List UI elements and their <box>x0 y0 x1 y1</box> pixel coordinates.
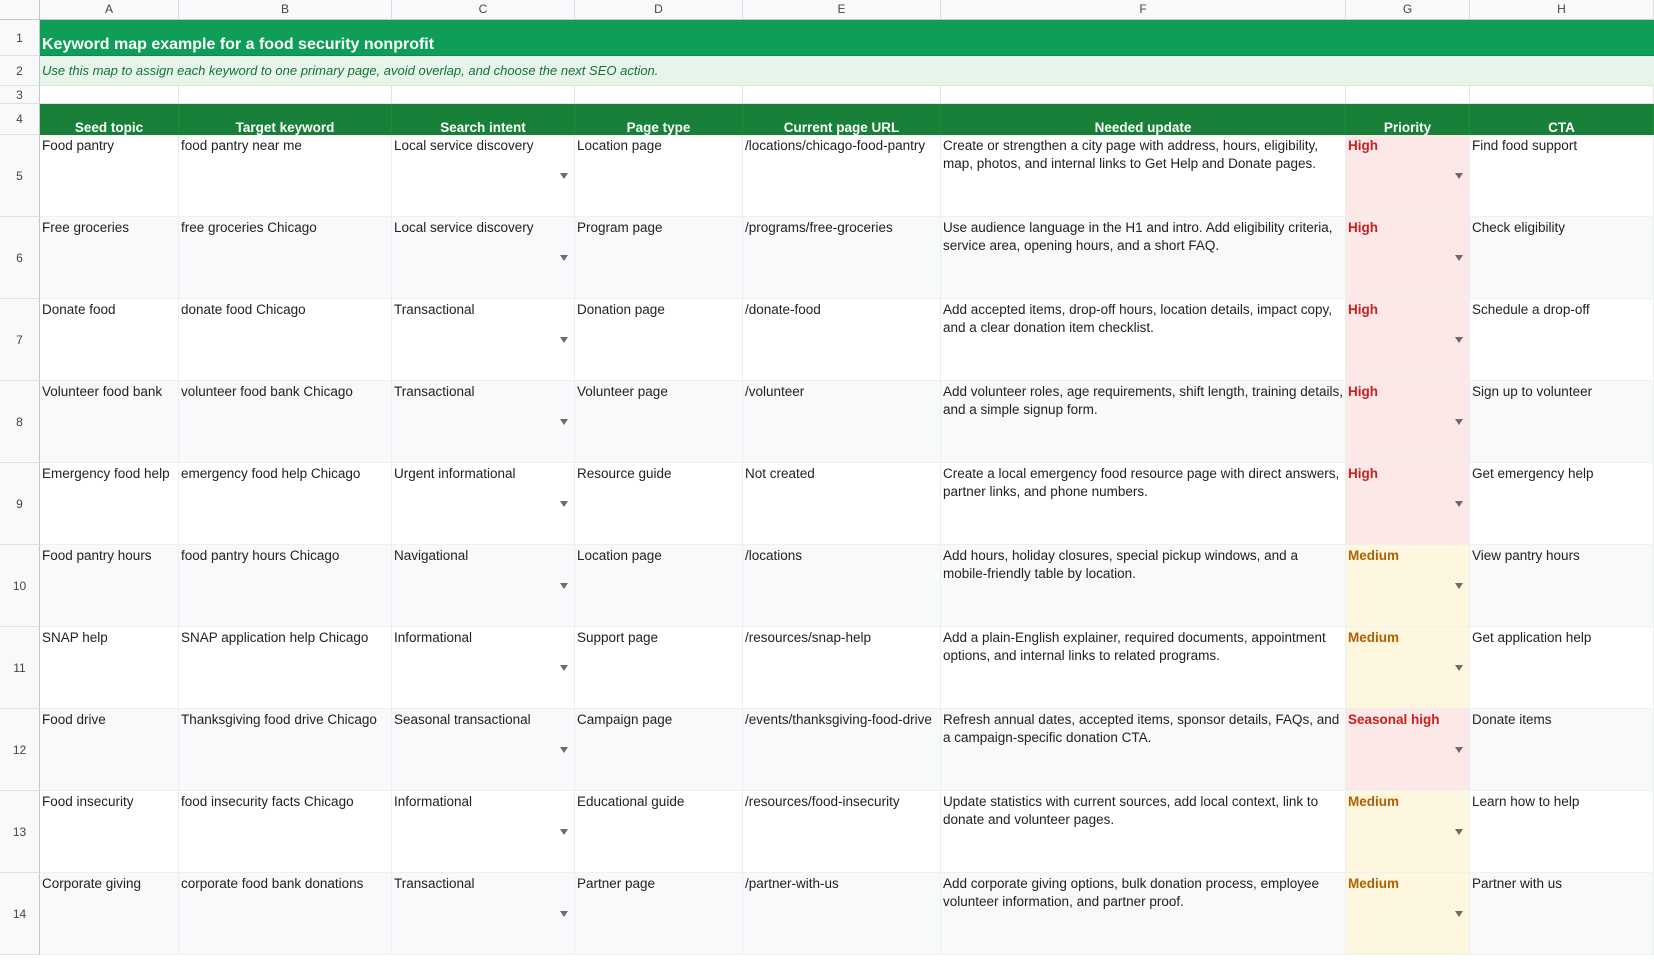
row-3 <box>0 86 1654 104</box>
priority-value: Seasonal high <box>1348 712 1440 727</box>
priority-value: High <box>1348 138 1378 153</box>
dropdown-caret-icon[interactable] <box>1455 255 1463 261</box>
current-url-cell[interactable]: /resources/food-insecurity <box>743 791 941 873</box>
target-keyword-cell[interactable]: free groceries Chicago <box>179 217 392 299</box>
priority-value: Medium <box>1348 876 1400 891</box>
table-row <box>0 709 1654 791</box>
search-intent-value: Urgent informational <box>394 466 516 481</box>
header-target-keyword[interactable]: Target keyword <box>179 104 392 135</box>
table-row <box>0 545 1654 627</box>
empty-cell[interactable] <box>392 86 575 104</box>
dropdown-caret-icon[interactable] <box>560 747 568 753</box>
table-row <box>0 873 1654 955</box>
row-number[interactable]: 2 <box>0 56 40 86</box>
search-intent-dropdown[interactable] <box>392 217 575 299</box>
priority-dropdown[interactable] <box>1346 873 1470 955</box>
search-intent-value: Seasonal transactional <box>394 712 531 727</box>
page-type-cell[interactable]: Location page <box>575 135 743 217</box>
header-needed-update[interactable]: Needed update <box>941 104 1346 135</box>
table-row <box>0 627 1654 709</box>
priority-dropdown[interactable] <box>1346 463 1470 545</box>
seed-topic-cell[interactable]: Food drive <box>40 709 179 791</box>
seed-topic-cell[interactable]: Free groceries <box>40 217 179 299</box>
dropdown-caret-icon[interactable] <box>560 501 568 507</box>
page-type-cell[interactable]: Location page <box>575 545 743 627</box>
table-row <box>0 299 1654 381</box>
empty-cell[interactable] <box>40 86 179 104</box>
table-row <box>0 135 1654 217</box>
empty-cell[interactable] <box>1346 86 1470 104</box>
priority-value: High <box>1348 466 1378 481</box>
table-row <box>0 463 1654 545</box>
target-keyword-cell[interactable]: emergency food help Chicago <box>179 463 392 545</box>
column-header-b[interactable]: B <box>179 0 392 19</box>
target-keyword-cell[interactable]: food pantry hours Chicago <box>179 545 392 627</box>
search-intent-dropdown[interactable] <box>392 545 575 627</box>
priority-dropdown[interactable] <box>1346 299 1470 381</box>
empty-cell[interactable] <box>1470 86 1654 104</box>
dropdown-caret-icon[interactable] <box>1455 911 1463 917</box>
page-type-cell[interactable]: Campaign page <box>575 709 743 791</box>
dropdown-caret-icon[interactable] <box>1455 829 1463 835</box>
current-url-cell[interactable]: /partner-with-us <box>743 873 941 955</box>
page-type-cell[interactable]: Donation page <box>575 299 743 381</box>
row-number[interactable]: 12 <box>0 709 40 791</box>
empty-cell[interactable] <box>743 86 941 104</box>
search-intent-value: Informational <box>394 630 473 645</box>
current-url-cell[interactable]: /events/thanksgiving-food-drive <box>743 709 941 791</box>
search-intent-dropdown[interactable] <box>392 791 575 873</box>
column-header-g[interactable]: G <box>1346 0 1470 19</box>
dropdown-caret-icon[interactable] <box>560 829 568 835</box>
page-type-cell[interactable]: Educational guide <box>575 791 743 873</box>
search-intent-dropdown[interactable] <box>392 299 575 381</box>
sheet-subtitle[interactable]: Use this map to assign each keyword to one primary page, avoid overlap, and choose the next SEO action. <box>40 56 1654 86</box>
cta-cell[interactable]: Sign up to volunteer <box>1470 381 1654 463</box>
dropdown-caret-icon[interactable] <box>1455 337 1463 343</box>
current-url-cell[interactable]: /resources/snap-help <box>743 627 941 709</box>
dropdown-caret-icon[interactable] <box>560 419 568 425</box>
search-intent-value: Transactional <box>394 302 475 317</box>
table-header-row <box>0 104 1654 135</box>
row-number[interactable]: 9 <box>0 463 40 545</box>
search-intent-dropdown[interactable] <box>392 709 575 791</box>
cta-cell[interactable]: Get application help <box>1470 627 1654 709</box>
search-intent-dropdown[interactable] <box>392 627 575 709</box>
row-number[interactable]: 7 <box>0 299 40 381</box>
target-keyword-cell[interactable]: food insecurity facts Chicago <box>179 791 392 873</box>
needed-update-cell[interactable]: Create or strengthen a city page with address, hours, eligibility, map, photos, and internal links to Get Help and Donate pages. <box>941 135 1346 217</box>
row-number[interactable]: 5 <box>0 135 40 217</box>
row-number[interactable]: 13 <box>0 791 40 873</box>
target-keyword-cell[interactable]: corporate food bank donations <box>179 873 392 955</box>
row-number[interactable]: 8 <box>0 381 40 463</box>
row-number[interactable]: 4 <box>0 104 40 135</box>
column-header-c[interactable]: C <box>392 0 575 19</box>
column-header-h[interactable]: H <box>1470 0 1654 19</box>
current-url-cell[interactable]: /locations/chicago-food-pantry <box>743 135 941 217</box>
page-type-cell[interactable]: Program page <box>575 217 743 299</box>
search-intent-value: Local service discovery <box>394 138 534 153</box>
page-type-cell[interactable]: Volunteer page <box>575 381 743 463</box>
seed-topic-cell[interactable]: Corporate giving <box>40 873 179 955</box>
priority-dropdown[interactable] <box>1346 135 1470 217</box>
cta-cell[interactable]: Learn how to help <box>1470 791 1654 873</box>
cta-cell[interactable]: Schedule a drop-off <box>1470 299 1654 381</box>
priority-value: High <box>1348 220 1378 235</box>
dropdown-caret-icon[interactable] <box>560 665 568 671</box>
target-keyword-cell[interactable]: SNAP application help Chicago <box>179 627 392 709</box>
empty-cell[interactable] <box>179 86 392 104</box>
header-seed-topic[interactable]: Seed topic <box>40 104 179 135</box>
empty-cell[interactable] <box>575 86 743 104</box>
needed-update-cell[interactable]: Add hours, holiday closures, special pickup windows, and a mobile-friendly table by location. <box>941 545 1346 627</box>
dropdown-caret-icon[interactable] <box>560 173 568 179</box>
cta-cell[interactable]: Partner with us <box>1470 873 1654 955</box>
page-type-cell[interactable]: Resource guide <box>575 463 743 545</box>
seed-topic-cell[interactable]: Food pantry hours <box>40 545 179 627</box>
table-row <box>0 791 1654 873</box>
dropdown-caret-icon[interactable] <box>560 583 568 589</box>
search-intent-dropdown[interactable] <box>392 463 575 545</box>
search-intent-dropdown[interactable] <box>392 873 575 955</box>
table-row <box>0 381 1654 463</box>
header-cta[interactable]: CTA <box>1470 104 1654 135</box>
header-priority[interactable]: Priority <box>1346 104 1470 135</box>
needed-update-cell[interactable]: Create a local emergency food resource page with direct answers, partner links, and phone numbers. <box>941 463 1346 545</box>
search-intent-value: Navigational <box>394 548 469 563</box>
column-header-a[interactable]: A <box>40 0 179 19</box>
column-header-d[interactable]: D <box>575 0 743 19</box>
target-keyword-cell[interactable]: food pantry near me <box>179 135 392 217</box>
current-url-cell[interactable]: /locations <box>743 545 941 627</box>
priority-value: Medium <box>1348 548 1400 563</box>
page-type-cell[interactable]: Partner page <box>575 873 743 955</box>
needed-update-cell[interactable]: Add accepted items, drop-off hours, location details, impact copy, and a clear donation item checklist. <box>941 299 1346 381</box>
column-header-bar <box>0 0 1654 20</box>
column-header-f[interactable]: F <box>941 0 1346 19</box>
seed-topic-cell[interactable]: Emergency food help <box>40 463 179 545</box>
row-number[interactable]: 6 <box>0 217 40 299</box>
cta-cell[interactable]: Get emergency help <box>1470 463 1654 545</box>
seed-topic-cell[interactable]: Donate food <box>40 299 179 381</box>
priority-value: High <box>1348 302 1378 317</box>
empty-cell[interactable] <box>941 86 1346 104</box>
priority-dropdown[interactable] <box>1346 545 1470 627</box>
priority-value: Medium <box>1348 630 1400 645</box>
search-intent-value: Informational <box>394 794 473 809</box>
header-page-type[interactable]: Page type <box>575 104 743 135</box>
seed-topic-cell[interactable]: Food pantry <box>40 135 179 217</box>
current-url-cell[interactable]: /donate-food <box>743 299 941 381</box>
table-row <box>0 217 1654 299</box>
cta-cell[interactable]: Find food support <box>1470 135 1654 217</box>
search-intent-dropdown[interactable] <box>392 381 575 463</box>
needed-update-cell[interactable]: Use audience language in the H1 and intro. Add eligibility criteria, service area, opening hours, and a short FAQ. <box>941 217 1346 299</box>
row-number[interactable]: 3 <box>0 86 40 104</box>
current-url-cell[interactable]: /volunteer <box>743 381 941 463</box>
dropdown-caret-icon[interactable] <box>1455 583 1463 589</box>
column-header-e[interactable]: E <box>743 0 941 19</box>
search-intent-value: Transactional <box>394 876 475 891</box>
row-2 <box>0 56 1654 86</box>
needed-update-cell[interactable]: Add volunteer roles, age requirements, shift length, training details, and a simple signup form. <box>941 381 1346 463</box>
needed-update-cell[interactable]: Add a plain-English explainer, required documents, appointment options, and internal links to related programs. <box>941 627 1346 709</box>
seed-topic-cell[interactable]: Volunteer food bank <box>40 381 179 463</box>
dropdown-caret-icon[interactable] <box>1455 501 1463 507</box>
cta-cell[interactable]: Donate items <box>1470 709 1654 791</box>
row-1 <box>0 20 1654 56</box>
needed-update-cell[interactable]: Add corporate giving options, bulk donation process, employee volunteer information, and partner proof. <box>941 873 1346 955</box>
priority-dropdown[interactable] <box>1346 791 1470 873</box>
row-number[interactable]: 11 <box>0 627 40 709</box>
needed-update-cell[interactable]: Update statistics with current sources, add local context, link to donate and volunteer pages. <box>941 791 1346 873</box>
priority-dropdown[interactable] <box>1346 709 1470 791</box>
current-url-cell[interactable]: /programs/free-groceries <box>743 217 941 299</box>
row-number[interactable]: 1 <box>0 20 40 56</box>
needed-update-cell[interactable]: Refresh annual dates, accepted items, sponsor details, FAQs, and a campaign-specific donation CTA. <box>941 709 1346 791</box>
row-number[interactable]: 14 <box>0 873 40 955</box>
dropdown-caret-icon[interactable] <box>560 911 568 917</box>
priority-dropdown[interactable] <box>1346 217 1470 299</box>
target-keyword-cell[interactable]: donate food Chicago <box>179 299 392 381</box>
page-type-cell[interactable]: Support page <box>575 627 743 709</box>
dropdown-caret-icon[interactable] <box>1455 747 1463 753</box>
seed-topic-cell[interactable]: SNAP help <box>40 627 179 709</box>
dropdown-caret-icon[interactable] <box>1455 173 1463 179</box>
cta-cell[interactable]: Check eligibility <box>1470 217 1654 299</box>
current-url-cell[interactable]: Not created <box>743 463 941 545</box>
seed-topic-cell[interactable]: Food insecurity <box>40 791 179 873</box>
select-all-corner[interactable] <box>0 0 40 19</box>
row-number[interactable]: 10 <box>0 545 40 627</box>
sheet-title[interactable]: Keyword map example for a food security nonprofit <box>40 20 1654 56</box>
cta-cell[interactable]: View pantry hours <box>1470 545 1654 627</box>
priority-dropdown[interactable] <box>1346 381 1470 463</box>
table-body <box>0 135 1654 955</box>
dropdown-caret-icon[interactable] <box>560 255 568 261</box>
priority-value: Medium <box>1348 794 1400 809</box>
search-intent-dropdown[interactable] <box>392 135 575 217</box>
search-intent-value: Local service discovery <box>394 220 534 235</box>
target-keyword-cell[interactable]: volunteer food bank Chicago <box>179 381 392 463</box>
header-current-page-url[interactable]: Current page URL <box>743 104 941 135</box>
priority-dropdown[interactable] <box>1346 627 1470 709</box>
priority-value: High <box>1348 384 1378 399</box>
header-search-intent[interactable]: Search intent <box>392 104 575 135</box>
search-intent-value: Transactional <box>394 384 475 399</box>
dropdown-caret-icon[interactable] <box>1455 419 1463 425</box>
dropdown-caret-icon[interactable] <box>1455 665 1463 671</box>
dropdown-caret-icon[interactable] <box>560 337 568 343</box>
target-keyword-cell[interactable]: Thanksgiving food drive Chicago <box>179 709 392 791</box>
